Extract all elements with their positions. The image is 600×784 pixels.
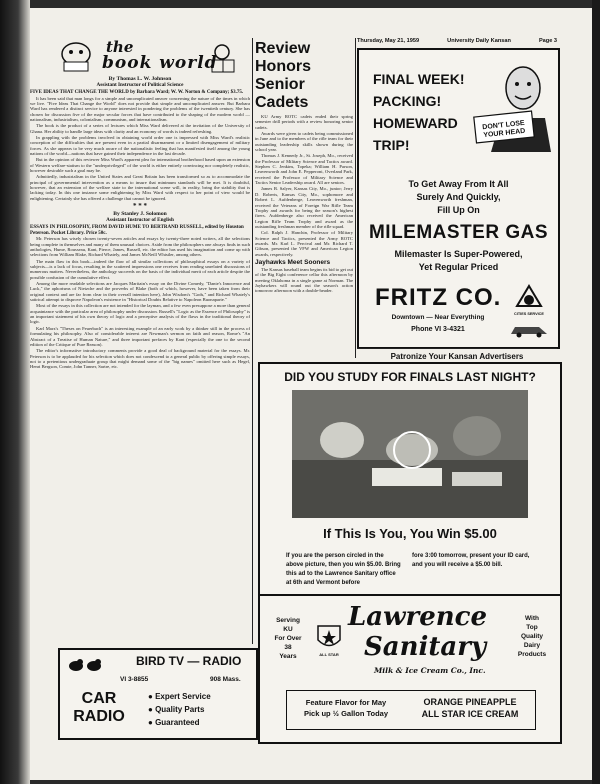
right-line: Dairy bbox=[523, 642, 541, 649]
car-icon bbox=[509, 322, 549, 338]
bird-address: 908 Mass. bbox=[210, 676, 241, 683]
feature-flavor-box bbox=[286, 690, 536, 730]
contest-ad bbox=[258, 362, 562, 598]
bird-phone: VI 3-8855 bbox=[120, 676, 149, 683]
page-edge bbox=[592, 0, 600, 784]
cities-service-logo-icon bbox=[509, 284, 549, 314]
cartoon-man-icon bbox=[471, 56, 551, 156]
feature-line: Pick up ½ Gallon Today bbox=[303, 709, 389, 718]
page-header bbox=[357, 38, 557, 44]
review2-paragraph: The editor's informative introductory comments provide a good deal of background material for the essays. Mr. Peterson is to be applauded for his selection which does not condescend to a general public by offering simple essays, not to a pretentious undergraduate group that might demand some of the "big names" omitted here such as Hegel, Henri Bergson, Comte, John Tanner, Sartre, etc. bbox=[30, 348, 250, 370]
review1-heading: FIVE IDEAS THAT CHANGE THE WORLD by Barbara Ward; W. W. Norton & Company; $3.75. bbox=[30, 90, 244, 95]
left-line: For Over bbox=[274, 635, 302, 642]
right-line: Products bbox=[517, 651, 547, 658]
claim-line: Yet Regular Priced bbox=[418, 262, 499, 272]
milemaster-gas: MILEMASTER GAS bbox=[368, 222, 549, 243]
review2-paragraph: Most of the essays in this collection are not intended for the layman, and a few even presuppose a more than general acquaintance with the particular area of philosophy under discussion. Russell's "Logic as the Essence of Philosophy" is an important statement of his own theory of logic and a perceptive analysis of the flaws in the traditional theory of logic. bbox=[30, 303, 250, 325]
car-radio-text bbox=[64, 690, 134, 726]
review1-paragraph: The book is the product of a series of lectures which Miss Ward delivered at the invitation of the University of Ghana. Her ability to handle large ideas with clarity and an economy of words is indeed refreshing. bbox=[30, 123, 250, 134]
sub-line: To Get Away From It All bbox=[408, 179, 509, 189]
radio-word: RADIO bbox=[73, 708, 125, 725]
bullet-text: Expert Service bbox=[155, 692, 211, 701]
contest-headline: DID YOU STUDY FOR FINALS LAST NIGHT? bbox=[284, 370, 536, 384]
right-line: Quality bbox=[520, 633, 544, 640]
rotc-paragraph: Thomas J. Kennedy Jr., St. Joseph, Mo., received the Professor of Military Science and Tactics award. Stephen C. Jenkins, Topeka; William H. Parson, Leavenworth and John E. Pepperoni, Overland Park, received the Professor of Military Science and Tactics Senior Leadership award. All are seniors. bbox=[255, 153, 353, 186]
fritz-ad-headline bbox=[373, 68, 465, 156]
rule bbox=[357, 348, 557, 349]
fritz-co-ad bbox=[357, 48, 560, 349]
flavor-line: ALL STAR ICE CREAM bbox=[421, 709, 519, 719]
patronize-banner: Patronize Your Kansan Advertisers bbox=[390, 352, 524, 361]
trip: TRIP! bbox=[373, 137, 410, 153]
homeward: HOMEWARD bbox=[373, 115, 458, 131]
left-line: Serving bbox=[276, 617, 300, 624]
quality-text bbox=[510, 614, 554, 659]
column-rule bbox=[252, 38, 253, 644]
serving-ku-text bbox=[270, 616, 306, 661]
lawrence-sanitary-ad bbox=[258, 594, 562, 744]
fritz-sub-copy bbox=[359, 178, 558, 217]
separator: * * * bbox=[133, 202, 147, 211]
claim-line: Milemaster Is Super-Powered, bbox=[394, 249, 523, 259]
sports-paragraph: The Kansas baseball team begins its bid to get out of the Big Eight conference cellar this afternoon by meeting Oklahoma in a single game at Norman. The Jayhawkers will round out the season's action tomorrow afternoon with a double-header. bbox=[255, 266, 353, 294]
bird-title: BIRD TV — RADIO bbox=[136, 654, 242, 668]
rotc-paragraph: James B. Salyer, Kansas City, Mo., junior; Jerry D. Roberts, Kansas City, Mo., sophomore and Robert L. Aufdenberge, Leavenworth freshman, received the Veterans of Foreign War Rifle Team Trophy and awards for being the season's highest firers. Aufdenberge also received the American Legion Rifle Team Trophy and award as the outstanding freshman member of the rifle squad. bbox=[255, 186, 353, 229]
reading-figure-icon bbox=[208, 42, 244, 76]
byline2-title: Assistant Instructor of English bbox=[106, 217, 174, 224]
lawrence-script: Lawrence bbox=[348, 602, 488, 632]
right-line: With bbox=[524, 615, 540, 622]
all-star-shield-icon bbox=[316, 624, 342, 652]
contest-body-right: fore 3:00 tomorrow, present your ID card, and you will receive a $5.00 bill. bbox=[412, 553, 530, 568]
packing: PACKING! bbox=[373, 93, 442, 109]
bullet-item: ● Guaranteed bbox=[148, 718, 200, 727]
column-rule bbox=[355, 38, 356, 358]
sanitary-script: Sanitary bbox=[364, 632, 487, 662]
review1-paragraph: Admittedly, industrialism in the United States and Great Britain has been transformed so as to accommodate the principal of governmental intervention as a means to insure that minimum standards will be met. It is doubtful, however, that an extension of the welfare state to the international scene will, in reality, bring the stability that is lacking today. In this one instance some enlightening by Miss Ward with respect to her point of view would be enlightening. Certainly she has offered a challenge that cannot be ignored. bbox=[30, 174, 250, 201]
cities-service-text: CITIES SERVICE bbox=[514, 312, 544, 316]
review2-paragraph: The main flaw in this book—indeed the flaw of all similar collections of philosophical essays on a variety of subjects—is a lack of focus, resulting in the scattered impressions one receives from reading unrelated discussions of numerous matters. Nevertheless, the anthology succeeds on the basis of the individual merit of each article despite the possible confusion of the cumulative effect. bbox=[30, 258, 250, 280]
feature-line: Feature Flavor for May bbox=[305, 698, 387, 707]
bullet-item: ● Quality Parts bbox=[148, 705, 205, 714]
dont-lose-head-sign: DON'T LOSE YOUR HEAD bbox=[482, 119, 526, 140]
sports-subheadline: Jayhawks Meet Sooners bbox=[255, 258, 331, 266]
review2-paragraph: Among the more readable selections are Jacques Maritain's essay on the Divine Comedy, "Dante's Innocence and Luck," the aphorisms of Nietzche and the proverbs of Blake (both of which, however, have been taken from their original context and are far from clear in their overall intention here), John Wisdom's "Gods," and Richard Whately's satirical attempt to disprove Napoleon's existence in "Historical Doubts Relative to Napoleon Buonaparte." bbox=[30, 281, 250, 303]
rotc-article bbox=[255, 40, 353, 358]
header-paper: University Daily Kansan bbox=[447, 38, 511, 44]
contest-tagline: If This Is You, You Win $5.00 bbox=[323, 526, 497, 541]
book-reader-icon bbox=[56, 40, 96, 74]
review1-paragraph: It has been said that man longs for a simple and uncomplicated answer concerning the nature of the times in which we live. "Five Ideas That Change the World" does not provide that simple and uncomplicated answer. But Barbara Ward has rendered a distinct service to anyone interested in pondering the problems of the twentieth century. She has chosen for discussion five of the major secular forces that have contributed to the shaping of the modern world —nationalism, industrialism, colonialism, communism, and internationalism. bbox=[30, 95, 250, 122]
sub-line: Fill Up On bbox=[437, 205, 480, 215]
left-line: 38 bbox=[284, 644, 292, 651]
car-word: CAR bbox=[81, 690, 117, 707]
rotc-paragraph: Col. Ralph J. Hanchin, Professor of Military Science and Tactics, presented the Army ROTC awards. Mr. Karl L. Percival and Mr. Richard T. Gibson, presented the VFW and American Legion awards, respectively. bbox=[255, 230, 353, 257]
bird-tv-radio-ad bbox=[58, 648, 258, 740]
rotc-paragraph: KU Army ROTC cadets ended their spring semester drill periods with a review honoring senior cadets. bbox=[255, 114, 353, 130]
logo-book-world: book world bbox=[102, 53, 218, 73]
fritz-phone: Phone VI 3-4321 bbox=[411, 326, 465, 333]
bird-bullets bbox=[148, 690, 211, 729]
rotc-headline: Review Honors Senior Cadets bbox=[255, 40, 311, 111]
sub-line: Surely And Quickly, bbox=[416, 192, 501, 202]
bullet-text: Quality Parts bbox=[155, 705, 205, 714]
review1-paragraph: In grappling with the problems involved in obtaining world order one is impressed with Miss Ward's realistic conception of the difficulties that are present even in a partial disarmament or a limited disengagement of military forces. As she appears to be very much aware of the nationalistic feeling that has manifested itself among the young nations of the world—nations that have gained their independence in the last decade. bbox=[30, 135, 250, 157]
feature-text bbox=[291, 697, 401, 719]
review2-heading: ESSAYS IN PHILOSOPHY, FROM DAVID HUME TO BERTRAND RUSSELL, edited by Houston Peterson. Pocket Library. Price 50c. bbox=[30, 225, 244, 236]
birds-icon bbox=[66, 654, 106, 676]
book-world-logo bbox=[56, 40, 246, 78]
review2-paragraph: Mr. Peterson has wisely chosen twenty-seven articles and essays by twenty-three noted writers, all the selections being complete in themselves and many of them unusual choices. Aside from the philosophers one always finds in such anthologies, Hume, Rousseau, Kant, Pierce, James, Russell, etc. the editor has used his imagination and come up with selections from William Blake, Richard Whately, and James McNeill Whistler, among others. bbox=[30, 236, 250, 258]
left-line: Years bbox=[279, 653, 297, 660]
milk-ice-cream-subtitle: Milk & Ice Cream Co., Inc. bbox=[374, 666, 486, 675]
byline2-name: By Stanley J. Solomon bbox=[113, 211, 167, 218]
byline1-name: By Thomas L. W. Johnson bbox=[108, 76, 172, 82]
fritz-location: Downtown — Near Everything bbox=[391, 314, 485, 321]
header-date: Thursday, May 21, 1959 bbox=[357, 38, 420, 44]
binding-edge bbox=[0, 0, 30, 784]
fritz-co-name: FRITZ CO. bbox=[375, 284, 502, 311]
milemaster-claim bbox=[359, 248, 558, 274]
review1-paragraph: But in the opinion of this reviewer Miss Ward's apparent plea for international brotherhood based upon an extension of Western welfare-statism to the "underprivileged" of the world is either entirely convincing nor completely realistic, however desirable such a goal may be. bbox=[30, 157, 250, 174]
byline1-title: Assistant Instructor of Political Science bbox=[96, 82, 184, 88]
header-page: Page 3 bbox=[538, 38, 557, 44]
left-line: KU bbox=[283, 626, 293, 633]
right-line: Top bbox=[526, 624, 538, 631]
contest-body-left: If you are the person circled in the above picture, then you win $5.00. Bring this ad to the Lawrence Sanitary office at 6th and Vermont before bbox=[286, 553, 401, 586]
bullet-item: ● Expert Service bbox=[148, 692, 211, 701]
rotc-paragraph: Awards were given to cadets being commissioned in June and to the members of the rifle team for their outstanding leadership skills shown during the school year. bbox=[255, 131, 353, 153]
flavor-text bbox=[407, 696, 533, 720]
final-week: FINAL WEEK! bbox=[373, 71, 465, 87]
flavor-line: ORANGE PINEAPPLE bbox=[423, 697, 517, 707]
bullet-text: Guaranteed bbox=[155, 718, 200, 727]
studying-students-photo bbox=[292, 390, 528, 518]
logo-the: the bbox=[106, 38, 134, 56]
review2-paragraph: Karl Marx's "Theses on Feuerbach" is an interesting example of an early work by a thinker still in the process of formulating his philosophy. Also of considerable interest are Newman's sermon on faith and reason, Rome's "An Abstract of a Treatise of Human Nature," and three important prefaces by Kant (especially the one to the second edition of the Critique of Pure Reason). bbox=[30, 325, 250, 347]
all-star-text: ALL STAR bbox=[319, 652, 339, 657]
book-review-column bbox=[30, 76, 250, 656]
